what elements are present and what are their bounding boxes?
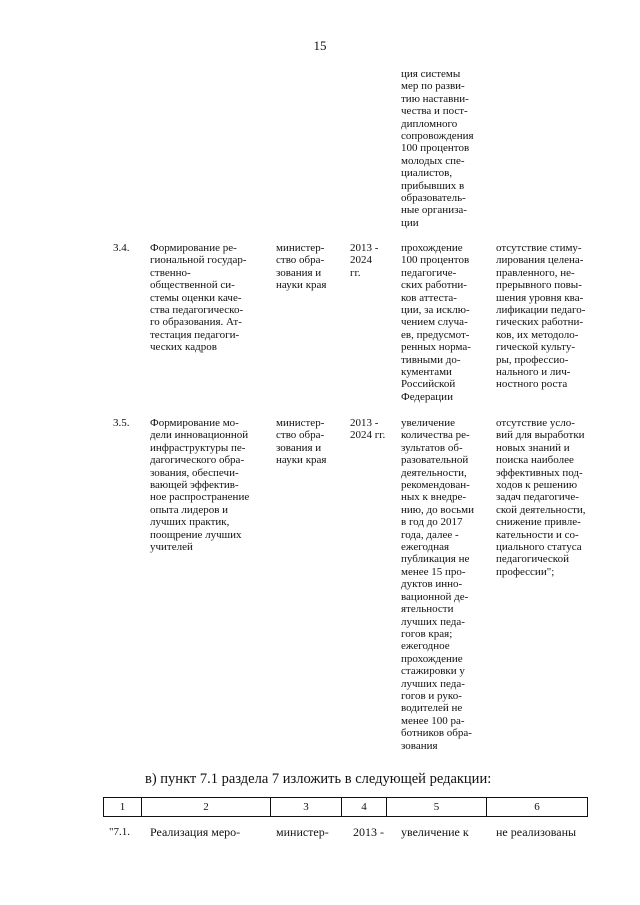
term: 2013 - 2024 гг. — [350, 417, 386, 442]
continuation-cell: ция системы мер по разви- тию наставни- чества и пост- дипломного сопровождения 100 процентов молодых спе- циалистов, прибывших в образователь- ные организа- ции — [401, 68, 474, 229]
row-number: 3.5. — [113, 417, 130, 429]
column-number-header — [103, 797, 588, 817]
header-col-1: 1 — [104, 798, 142, 817]
consequence: отсутствие усло- вий для выработки новых знаний и поиска наиболее эффективных под- ходов к решению задач педагогиче- ской деятельности, снижение привле- кательности и со- циального статуса педагогической профессии"; — [496, 417, 586, 578]
header-col-2: 2 — [142, 798, 271, 817]
header-col-6: 6 — [487, 798, 588, 817]
row-number: "7.1. — [109, 826, 130, 838]
header-col-5: 5 — [387, 798, 487, 817]
header-col-4: 4 — [342, 798, 387, 817]
header-col-3: 3 — [271, 798, 342, 817]
consequence: отсутствие стиму- лирования целена- правленного, не- прерывного повы- шения уровня ква- лификации педаго- гических работни- ков, их методоло- гической культу- ры, профессио- нального и лич- ностного роста — [496, 242, 586, 391]
executor: министер- ство обра- зования и науки края — [276, 417, 327, 467]
amendment-instruction: в) пункт 7.1 раздела 7 изложить в следующей редакции: — [145, 771, 492, 787]
page-number: 15 — [313, 38, 327, 53]
term: 2013 - — [353, 825, 384, 839]
expected-result: увеличение к — [401, 825, 469, 839]
row-number: 3.4. — [113, 242, 130, 254]
executor: министер- — [276, 825, 329, 839]
measure-name: Формирование мо- дели инновационной инфраструктуры пе- дагогического обра- зования, обеспечи- вающей эффектив- ное распространение опыта лидеров и лучших практик, поощрение лучших учителей — [150, 417, 250, 554]
expected-result: увеличение количества ре- зультатов об- разовательной деятельности, рекомендован- ных к внедре- нию, до восьми в год до 2017 года, далее - ежегодная публикация не менее 15 про- дуктов инно- вационной де- ятельности лучших педа- гогов края; ежегодное прохождение стажировки у лучших педа- гогов и руко- водителей не менее 100 ра- ботников обра- зования — [401, 417, 474, 752]
consequence: не реализованы — [496, 825, 577, 839]
expected-result: прохождение 100 процентов педагогиче- ских работни- ков аттеста- ции, за исклю- чением случа- ев, предусмот- ренных норма- тивными до- кументами Российской Федерации — [401, 242, 471, 403]
measure-name: Реализация меро- — [150, 825, 241, 839]
measure-name: Формирование ре- гиональной государ- ственно- общественной си- стемы оценки каче- ства педагогическо- го образования. Ат- тестация педагоги- ческих кадров — [150, 242, 247, 354]
executor: министер- ство обра- зования и науки края — [276, 242, 327, 292]
term: 2013 - 2024 гг. — [350, 242, 379, 279]
